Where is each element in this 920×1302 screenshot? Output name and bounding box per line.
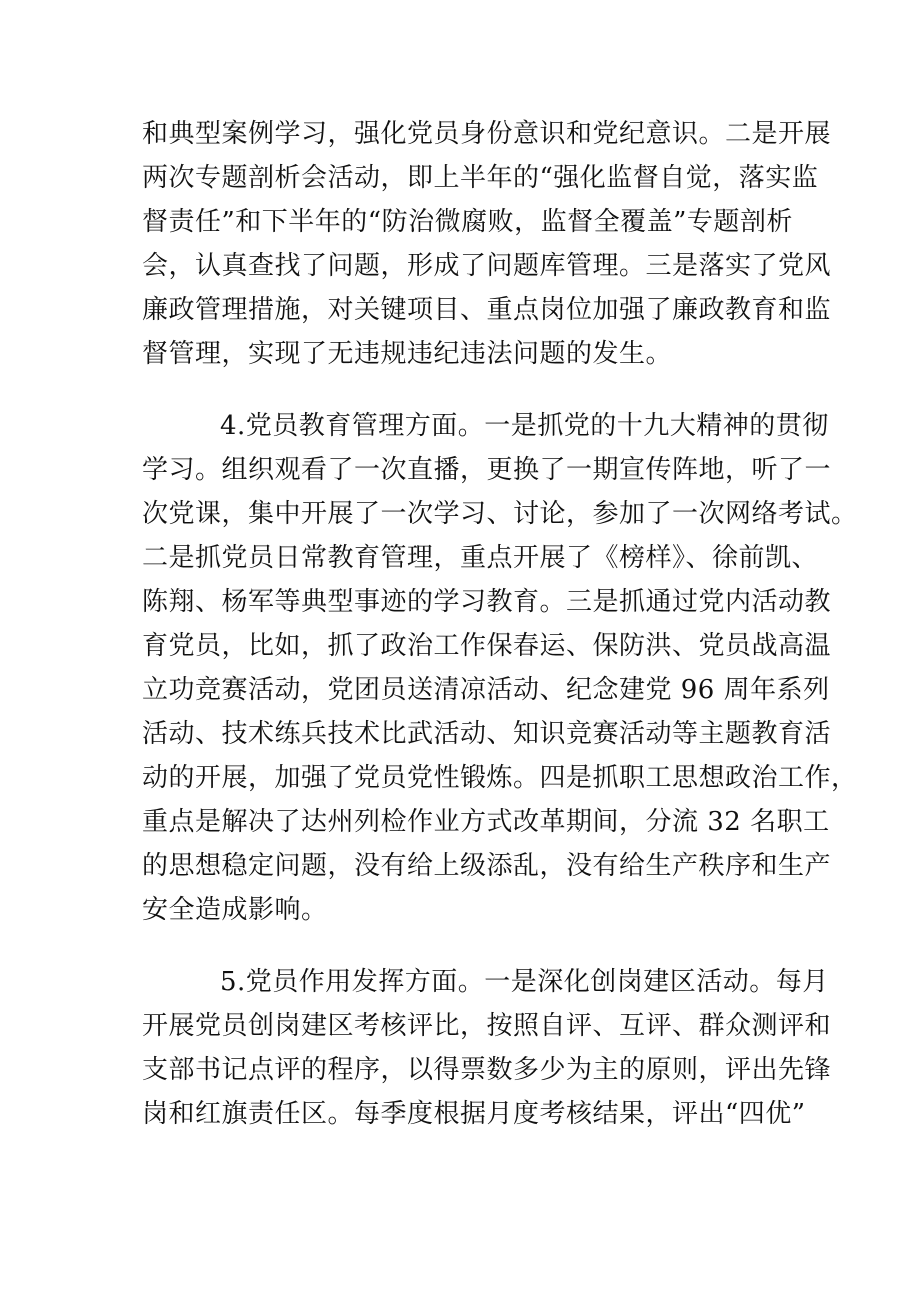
text-line: 5.党员作用发挥方面。一是深化创岗建区活动。每月 xyxy=(220,967,829,997)
text-line: 育党员，比如，抓了政治工作保春运、保防洪、党员战高温 xyxy=(142,631,832,661)
text-line: 督管理，实现了无违规违纪违法问题的发生。 xyxy=(142,339,673,369)
text-line: 支部书记点评的程序，以得票数多少为主的原则，评出先锋 xyxy=(142,1055,832,1085)
text-line: 学习。组织观看了一次直播，更换了一期宣传阵地，听了一 xyxy=(142,455,832,485)
text-line: 会，认真查找了问题，形成了问题库管理。三是落实了党风 xyxy=(142,251,832,281)
text-line: 岗和红旗责任区。每季度根据月度考核结果，评出“四优” xyxy=(142,1099,806,1129)
body-text xyxy=(142,112,858,1136)
text-line: 督责任”和下半年的“防治微腐败，监督全覆盖”专题剖析 xyxy=(142,207,793,237)
text-line: 的思想稳定问题，没有给上级添乱，没有给生产秩序和生产 xyxy=(142,851,832,881)
paragraph-3 xyxy=(142,960,832,1136)
text-line: 二是抓党员日常教育管理，重点开展了《榜样》、徐前凯、 xyxy=(142,543,819,573)
text-line: 安全造成影响。 xyxy=(142,895,328,925)
text-line: 4.党员教育管理方面。一是抓党的十九大精神的贯彻 xyxy=(220,411,829,441)
paragraph-2 xyxy=(142,404,858,932)
text-line: 陈翔、杨军等典型事迹的学习教育。三是抓通过党内活动教 xyxy=(142,587,832,617)
text-line: 重点是解决了达州列检作业方式改革期间，分流 32 名职工 xyxy=(142,807,830,837)
text-line: 次党课，集中开展了一次学习、讨论，参加了一次网络考试。 xyxy=(142,499,858,529)
text-line: 立功竞赛活动，党团员送清凉活动、纪念建党 96 周年系列 xyxy=(142,675,830,705)
text-line: 活动、技术练兵技术比武活动、知识竞赛活动等主题教育活 xyxy=(142,719,832,749)
text-line: 两次专题剖析会活动，即上半年的“强化监督自觉，落实监 xyxy=(142,163,819,193)
text-line: 和典型案例学习，强化党员身份意识和党纪意识。二是开展 xyxy=(142,119,832,149)
text-line: 廉政管理措施，对关键项目、重点岗位加强了廉政教育和监 xyxy=(142,295,832,325)
paragraph-1 xyxy=(142,112,832,376)
text-line: 动的开展，加强了党员党性锻炼。四是抓职工思想政治工作， xyxy=(142,763,858,793)
text-line: 开展党员创岗建区考核评比，按照自评、互评、群众测评和 xyxy=(142,1011,832,1041)
